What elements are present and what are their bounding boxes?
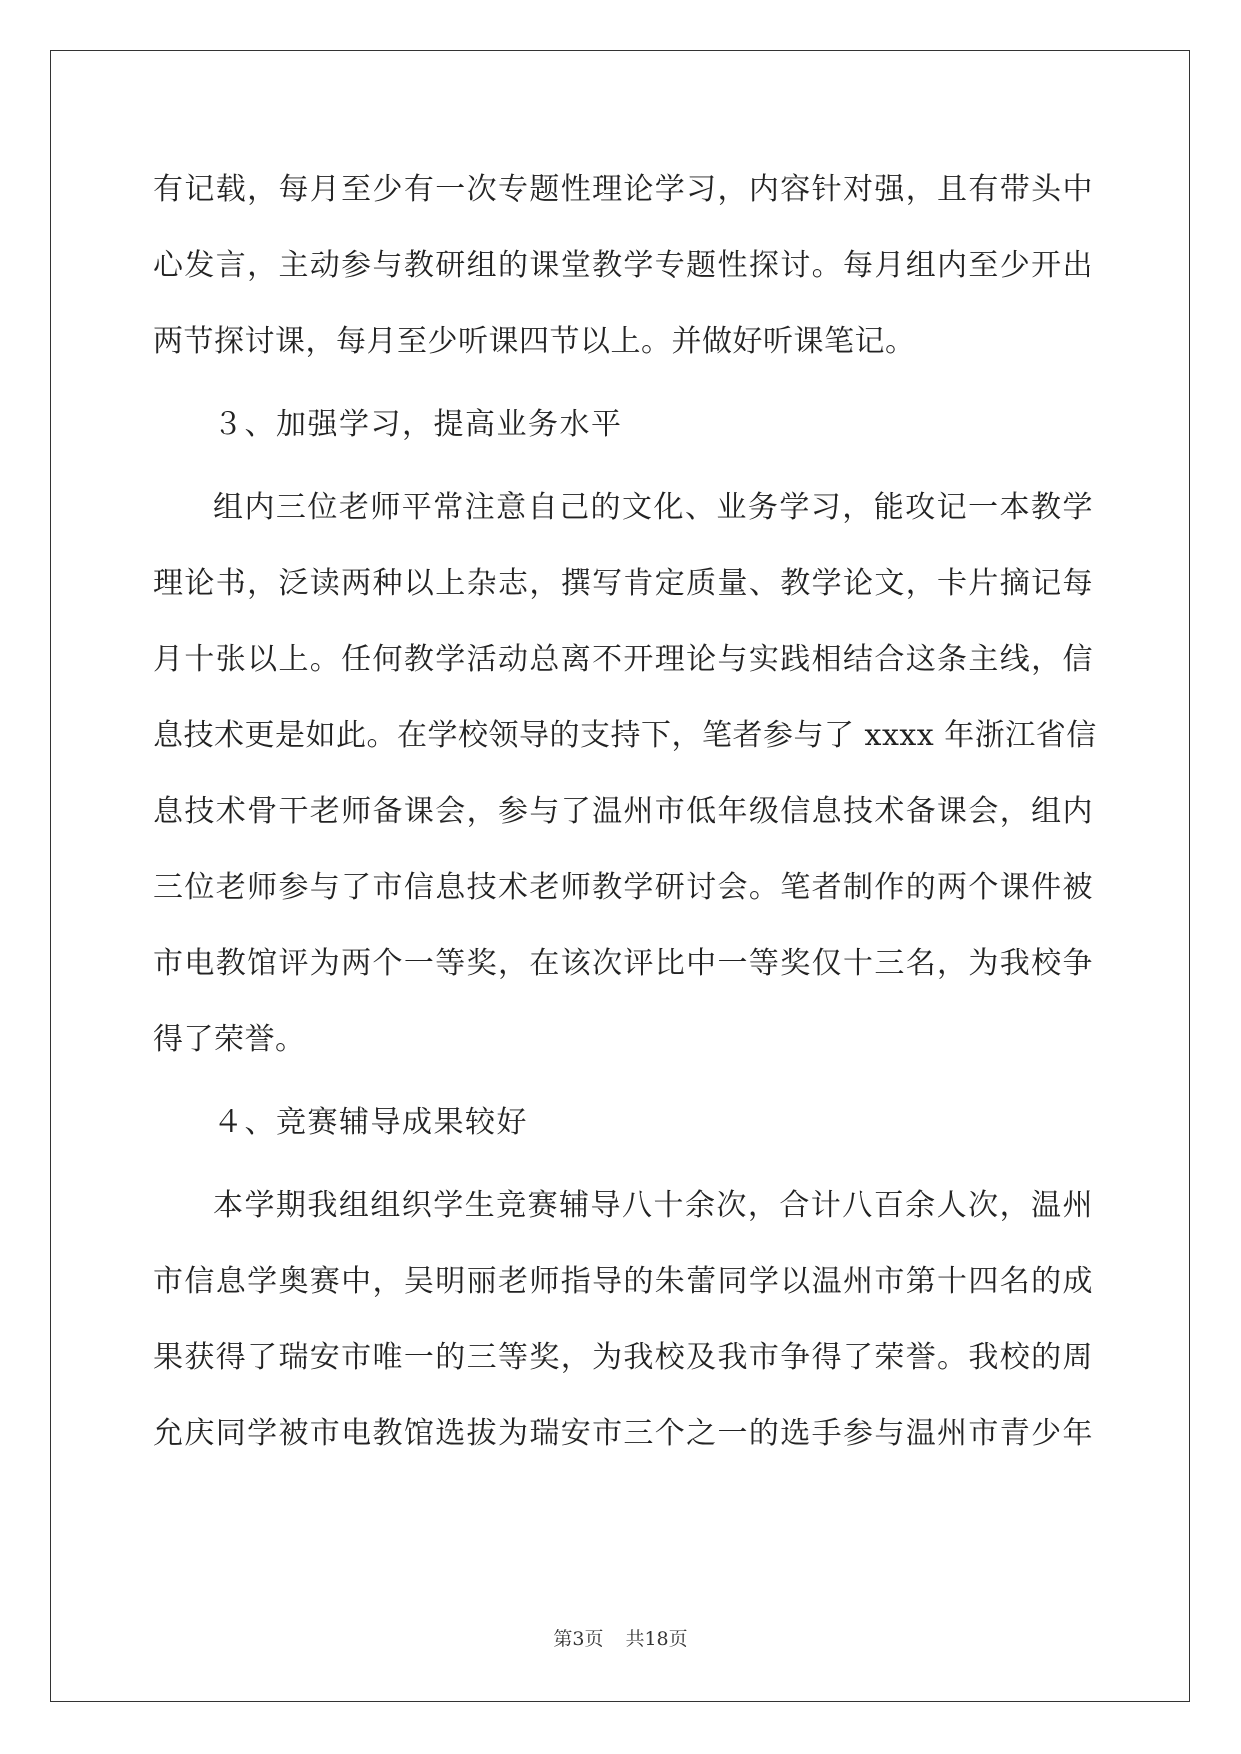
text-line: 有记载，每月至少有一次专题性理论学习，内容针对强，且有带头中: [153, 172, 1093, 207]
text-line: 市电教馆评为两个一等奖，在该次评比中一等奖仅十三名，为我校争: [153, 946, 1093, 981]
text-line: 市信息学奥赛中，吴明丽老师指导的朱蕾同学以温州市第十四名的成: [153, 1264, 1093, 1299]
text-line: 三位老师参与了市信息技术老师教学研讨会。笔者制作的两个课件被: [153, 870, 1093, 905]
text-line: 组内三位老师平常注意自己的文化、业务学习，能攻记一本教学: [213, 490, 1093, 525]
text-line: 心发言，主动参与教研组的课堂教学专题性探讨。每月组内至少开出: [153, 248, 1093, 283]
text-line: 得了荣誉。: [153, 1022, 306, 1057]
section-heading-4: ４、竞赛辅导成果较好: [213, 1105, 528, 1140]
page-number: 第3页: [553, 1628, 604, 1650]
text-line: 息技术更是如此。在学校领导的支持下，笔者参与了 xxxx 年浙江省信: [153, 718, 1097, 753]
page-total: 共18页: [625, 1628, 688, 1650]
text-line: 息技术骨干老师备课会，参与了温州市低年级信息技术备课会，组内: [153, 794, 1093, 829]
text-line: 月十张以上。任何教学活动总离不开理论与实践相结合这条主线，信: [153, 642, 1093, 677]
text-line: 理论书，泛读两种以上杂志，撰写肯定质量、教学论文，卡片摘记每: [153, 566, 1093, 601]
text-line: 允庆同学被市电教馆选拔为瑞安市三个之一的选手参与温州市青少年: [153, 1416, 1093, 1451]
text-line: 本学期我组组织学生竞赛辅导八十余次，合计八百余人次，温州: [213, 1188, 1093, 1223]
section-heading-3: ３、加强学习，提高业务水平: [213, 407, 623, 442]
text-line: 果获得了瑞安市唯一的三等奖，为我校及我市争得了荣誉。我校的周: [153, 1340, 1093, 1375]
text-line: 两节探讨课，每月至少听课四节以上。并做好听课笔记。: [153, 324, 916, 359]
page-footer: [0, 1624, 1241, 1651]
